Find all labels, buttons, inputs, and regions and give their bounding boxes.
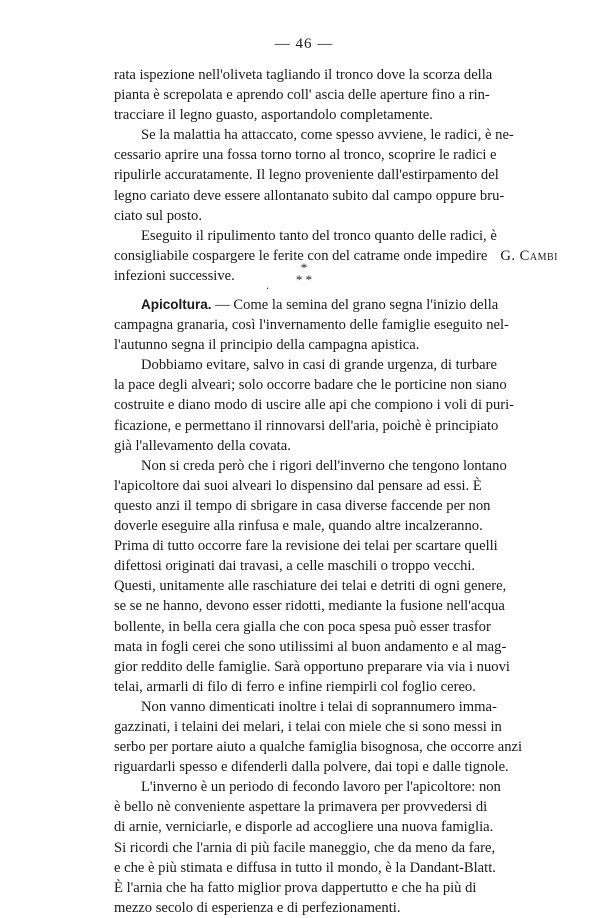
paragraph <box>114 65 566 125</box>
page-number: — 46 — <box>274 36 334 52</box>
text-line: difettosi originati dai travasi, a celle maschili o troppo vecchi. <box>114 558 476 575</box>
text-line: serbo per portare aiuto a qualche famiglia bisognosa, che occorre anzi <box>114 739 523 756</box>
text-line: pianta è screpolata e aprendo coll' ascia delle aperture fino a rin- <box>114 87 490 104</box>
article-apiculture <box>114 295 566 918</box>
text-line: mata in fogli cerei che sono utilissimi al buon andamento e al mag- <box>114 638 507 655</box>
text-line: e che è più stimata e diffusa in tutto il mondo, è la Dandant-Blatt. <box>114 859 496 876</box>
asterisk-pair: * * <box>295 272 313 287</box>
text-line: di arnie, verniciarle, e disporle ad accogliere una nuova famiglia. <box>114 819 494 836</box>
text-line: ripulirle accuratamente. Il legno proveniente dall'estirpamento del <box>114 167 499 184</box>
text-line: consigliabile cospargere le ferite con del catrame onde impedire <box>114 247 488 264</box>
paragraph <box>114 355 566 455</box>
text-line: già l'allevamento della covata. <box>114 437 291 454</box>
text-line: doverle eseguire alla rinfusa e male, quando altre incalzeranno. <box>114 518 483 535</box>
text-line: ficazione, e permettano il rinnovarsi dell'aria, poichè è principiato <box>114 417 499 434</box>
text-line: mezzo secolo di esperienza e di perfezionamenti. <box>114 899 401 916</box>
text-line: legno cariato deve essere allontanato subito dal campo oppure bru- <box>114 187 505 204</box>
text-line: infezioni successive. <box>114 267 235 284</box>
text-line: rata ispezione nell'oliveta tagliando il tronco dove la scorza della <box>114 67 493 83</box>
text-line: gior reddito delle famiglie. Sarà opportuno preparare via via i nuovi <box>114 658 510 675</box>
text-line: questo anzi il tempo di sbrigare in casa diverse faccende per non <box>114 497 491 514</box>
text-line: riguardarli spesso e difenderli dalla polvere, dai topi e dalle tignole. <box>114 759 509 776</box>
text-line: Eseguito il ripulimento tanto del tronco quanto delle radici, è <box>141 227 497 244</box>
paragraph <box>114 125 566 225</box>
paragraph <box>114 456 566 697</box>
paragraph <box>114 777 566 918</box>
text-line: la pace degli alveari; solo occorre badare che le porticine non siano <box>114 377 507 394</box>
text-line: Non si creda però che i rigori dell'inverno che tengono lontano <box>141 457 507 474</box>
text-line: Dobbiamo evitare, salvo in casi di grande urgenza, di turbare <box>141 357 497 374</box>
text-line: costruite e diano modo di uscire alle api che compiono i voli di puri- <box>114 397 515 414</box>
text-line: Non vanno dimenticati inoltre i telai di soprannumero imma- <box>141 698 497 715</box>
text-line: campagna granaria, così l'invernamento delle famiglie eseguito nel- <box>114 317 509 334</box>
paragraph-lines <box>114 317 509 353</box>
stray-dot: . <box>266 278 269 292</box>
heading-continuation: — Come la semina del grano segna l'inizio della <box>211 297 499 313</box>
section-separator <box>0 262 608 286</box>
text-line: Prima di tutto occorre fare la revisione dei telai per scartare quelli <box>114 538 498 555</box>
text-line: l'apicoltore dai suoi alveari lo dispensino dal pensare ad essi. È <box>114 477 482 494</box>
text-line: l'autunno segna il principio della campagna apistica. <box>114 337 420 354</box>
text-line: ciato sul posto. <box>114 207 202 224</box>
text-line: se se ne hanno, devono esser ridotti, mediante la fusione nell'acqua <box>114 598 505 615</box>
text-line: gazzinati, i telaini dei melari, i telai con miele che si sono messi in <box>114 718 502 735</box>
paragraph-first <box>114 295 566 355</box>
article-olive-disease <box>114 65 566 286</box>
text-line: L'inverno è un periodo di fecondo lavoro per l'apicoltore: non <box>141 779 501 796</box>
text-line: è bello nè conveniente aspettare la primavera per provvedersi di <box>114 799 488 816</box>
text-line: tracciare il legno guasto, asportandolo completamente. <box>114 107 433 124</box>
asterisk-top: * <box>300 260 308 275</box>
text-line: cessario aprire una fossa torno torno al tronco, scoprire le radici e <box>114 147 497 164</box>
text-line: Si ricordi che l'arnia di più facile maneggio, che da meno da fare, <box>114 839 496 856</box>
section-heading: Apicoltura. <box>141 297 212 312</box>
text-line: Se la malattia ha attaccato, come spesso avviene, le radici, è ne- <box>141 127 514 144</box>
author-signature: G. Cambi <box>500 248 558 264</box>
text-line: telai, armarli di filo di ferro e infine riempirli col foglio cereo. <box>114 678 476 695</box>
text-line: È l'arnia che ha fatto miglior prova dappertutto e che ha più di <box>114 879 477 896</box>
text-line: Questi, unitamente alle raschiature dei telai e detriti di ogni genere, <box>114 578 507 595</box>
paragraph <box>114 697 566 777</box>
text-line: bollente, in bella cera gialla che con poca spesa può esser trasfor <box>114 618 491 635</box>
